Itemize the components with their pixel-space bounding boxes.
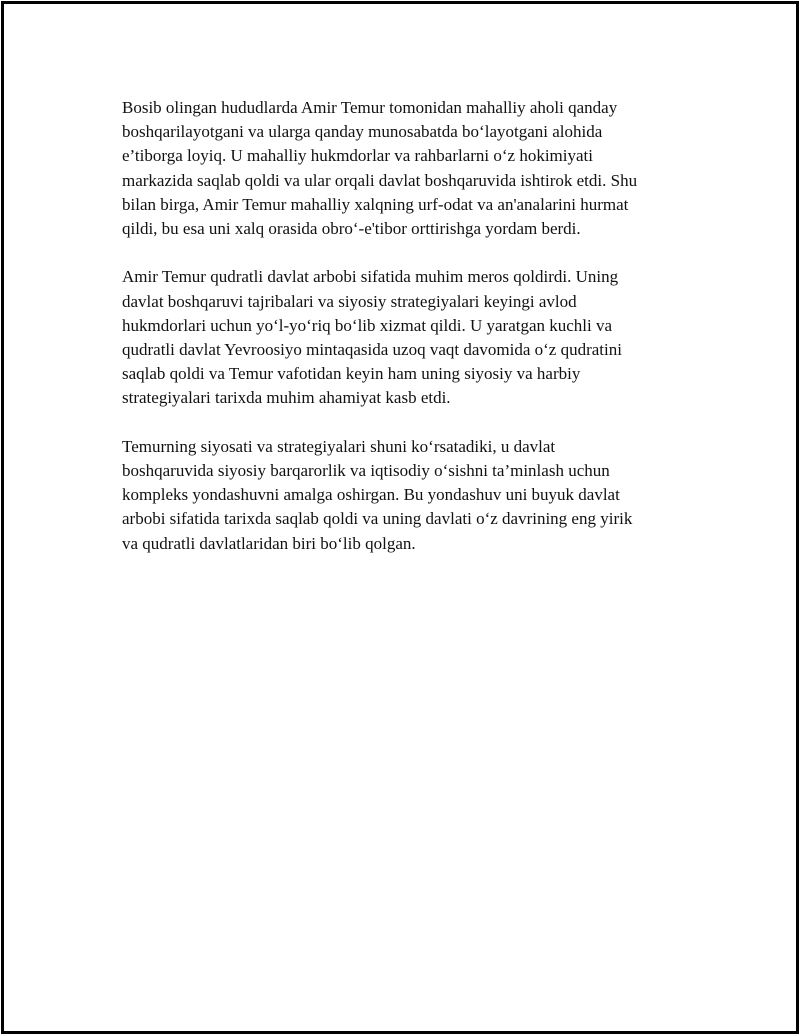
page-border bbox=[1, 1, 799, 1034]
text-line: qildi, bu esa uni xalq orasida obro‘-e'tibor orttirishga yordam berdi. bbox=[122, 219, 581, 239]
text-line: bilan birga, Amir Temur mahalliy xalqning urf-odat va an'analarini hurmat bbox=[122, 194, 629, 214]
document-body bbox=[122, 96, 682, 580]
text-line: e’tiborga loyiq. U mahalliy hukmdorlar va rahbarlarni o‘z hokimiyati bbox=[122, 146, 593, 166]
paragraph-2 bbox=[122, 265, 682, 410]
text-line: qudratli davlat Yevroosiyo mintaqasida uzoq vaqt davomida o‘z qudratini bbox=[122, 340, 622, 360]
text-line: markazida saqlab qoldi va ular orqali davlat boshqaruvida ishtirok etdi. Shu bbox=[122, 170, 638, 190]
text-line: va qudratli davlatlaridan biri bo‘lib qolgan. bbox=[122, 533, 416, 553]
text-line: kompleks yondashuvni amalga oshirgan. Bu yondashuv uni buyuk davlat bbox=[122, 485, 620, 505]
text-line: davlat boshqaruvi tajribalari va siyosiy strategiyalari keyingi avlod bbox=[122, 291, 577, 311]
text-line: hukmdorlari uchun yo‘l-yo‘riq bo‘lib xizmat qildi. U yaratgan kuchli va bbox=[122, 315, 613, 335]
text-line: saqlab qoldi va Temur vafotidan keyin ham uning siyosiy va harbiy bbox=[122, 364, 581, 384]
text-line: boshqaruvida siyosiy barqarorlik va iqtisodiy o‘sishni ta’minlash uchun bbox=[122, 461, 610, 481]
paragraph-1 bbox=[122, 96, 682, 241]
paragraph-3 bbox=[122, 435, 682, 556]
text-line: Amir Temur qudratli davlat arbobi sifatida muhim meros qoldirdi. Uning bbox=[122, 267, 619, 287]
text-line: Temurning siyosati va strategiyalari shuni ko‘rsatadiki, u davlat bbox=[122, 436, 556, 456]
text-line: arbobi sifatida tarixda saqlab qoldi va uning davlati o‘z davrining eng yirik bbox=[122, 509, 633, 529]
text-line: Bosib olingan hududlarda Amir Temur tomonidan mahalliy aholi qanday bbox=[122, 98, 618, 117]
text-line: strategiyalari tarixda muhim ahamiyat kasb etdi. bbox=[122, 388, 451, 408]
text-line: boshqarilayotgani va ularga qanday munosabatda bo‘layotgani alohida bbox=[122, 122, 603, 142]
